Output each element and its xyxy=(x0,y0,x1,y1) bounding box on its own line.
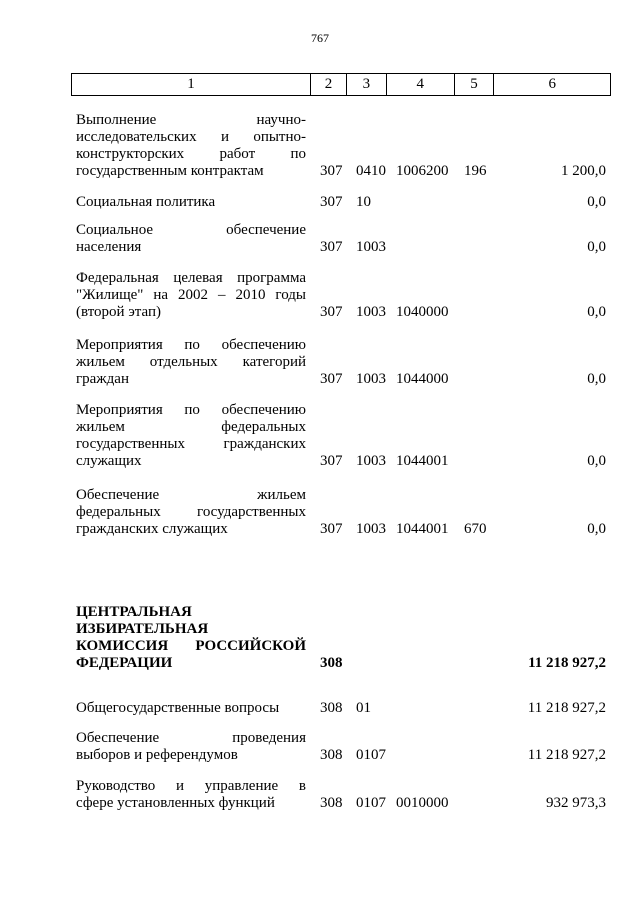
row-c6: 11 218 927,2 xyxy=(527,747,606,763)
table-row xyxy=(76,487,606,538)
row-name xyxy=(76,487,306,538)
row-c3: 0107 xyxy=(356,747,386,763)
row-name-line: выборов и референдумов xyxy=(76,747,238,763)
row-c4: 1040000 xyxy=(396,304,449,320)
row-c6: 11 218 927,2 xyxy=(528,655,606,671)
table-row xyxy=(76,112,606,180)
row-c4: 1006200 xyxy=(396,163,449,179)
table-row xyxy=(76,604,606,672)
row-name xyxy=(76,194,306,211)
row-c2: 307 xyxy=(320,194,343,210)
row-c2: 307 xyxy=(320,521,343,537)
row-c2: 308 xyxy=(320,655,343,671)
row-c6: 0,0 xyxy=(587,304,606,320)
row-name-line: сфере установленных функций xyxy=(76,795,275,811)
row-name-line: "Жилище" на 2002 – 2010 годы xyxy=(76,287,306,303)
table-row xyxy=(76,194,606,211)
header-col-4: 4 xyxy=(386,74,454,95)
row-name-line: Федеральная целевая программа xyxy=(76,270,306,286)
row-name-line: гражданских служащих xyxy=(76,521,228,537)
table-row xyxy=(76,222,606,256)
row-name-line: Социальное обеспечение xyxy=(76,222,306,238)
row-c3: 0410 xyxy=(356,163,386,179)
row-c2: 307 xyxy=(320,163,343,179)
row-name-line: граждан xyxy=(76,371,129,387)
row-c3: 1003 xyxy=(356,371,386,387)
table-row xyxy=(76,730,606,764)
table-row xyxy=(76,700,606,717)
row-c2: 308 xyxy=(320,747,343,763)
table-row xyxy=(76,337,606,388)
row-name-line: ФЕДЕРАЦИИ xyxy=(76,655,173,671)
row-name xyxy=(76,778,306,812)
row-name-line: Выполнение научно- xyxy=(76,112,306,128)
row-name-line: населения xyxy=(76,239,142,255)
row-name-line: Общегосударственные вопросы xyxy=(76,700,280,716)
header-col-5: 5 xyxy=(454,74,494,95)
row-name-line: Социальная политика xyxy=(76,194,216,210)
row-name xyxy=(76,604,306,672)
row-name-line: федеральных государственных xyxy=(76,504,306,520)
row-name-line: государственным контрактам xyxy=(76,163,264,179)
row-name-line: конструкторских работ по xyxy=(76,146,306,162)
row-c6: 0,0 xyxy=(587,239,606,255)
row-c3: 1003 xyxy=(356,521,386,537)
row-c3: 01 xyxy=(356,700,371,716)
row-name-line: Обеспечение жильем xyxy=(76,487,306,503)
row-c3: 1003 xyxy=(356,239,386,255)
row-c3: 0107 xyxy=(356,795,386,811)
row-name xyxy=(76,112,306,180)
row-name-line: Обеспечение проведения xyxy=(76,730,306,746)
row-name xyxy=(76,730,306,764)
header-col-2: 2 xyxy=(310,74,346,95)
row-c3: 1003 xyxy=(356,304,386,320)
row-c2: 307 xyxy=(320,371,343,387)
row-name-line: (второй этап) xyxy=(76,304,161,320)
row-name xyxy=(76,222,306,256)
row-c6: 932 973,3 xyxy=(546,795,606,811)
row-name-line: исследовательских и опытно- xyxy=(76,129,306,145)
row-c6: 0,0 xyxy=(587,371,606,387)
table-row xyxy=(76,778,606,812)
row-c3: 10 xyxy=(356,194,371,210)
row-c2: 307 xyxy=(320,239,343,255)
row-c6: 0,0 xyxy=(587,521,606,537)
table-row xyxy=(76,270,606,321)
row-name-line: Мероприятия по обеспечению xyxy=(76,337,306,353)
row-name-line: Мероприятия по обеспечению xyxy=(76,402,306,418)
page-number: 767 xyxy=(311,31,329,45)
row-c2: 307 xyxy=(320,304,343,320)
row-c4: 1044000 xyxy=(396,371,449,387)
row-name xyxy=(76,270,306,321)
row-name-line: ИЗБИРАТЕЛЬНАЯ xyxy=(76,621,209,637)
row-name xyxy=(76,337,306,388)
table-row xyxy=(76,402,606,470)
header-col-6: 6 xyxy=(493,74,610,95)
row-name-line: жильем отдельных категорий xyxy=(76,354,306,370)
row-c6: 1 200,0 xyxy=(561,163,606,179)
row-c4: 1044001 xyxy=(396,521,449,537)
row-c5: 196 xyxy=(464,163,487,179)
row-name-line: служащих xyxy=(76,453,142,469)
row-name-line: КОМИССИЯ РОССИЙСКОЙ xyxy=(76,638,306,654)
row-name-line: государственных гражданских xyxy=(76,436,306,452)
row-c2: 308 xyxy=(320,795,343,811)
header-col-1: 1 xyxy=(187,76,195,92)
row-c6: 0,0 xyxy=(587,194,606,210)
row-c4: 1044001 xyxy=(396,453,449,469)
row-name-line: жильем федеральных xyxy=(76,419,306,435)
row-name xyxy=(76,700,306,717)
row-name-line: Руководство и управление в xyxy=(76,778,306,794)
header-col-3: 3 xyxy=(346,74,386,95)
row-c6: 11 218 927,2 xyxy=(527,700,606,716)
table-header xyxy=(71,73,611,96)
row-c6: 0,0 xyxy=(587,453,606,469)
row-c2: 307 xyxy=(320,453,343,469)
row-c2: 308 xyxy=(320,700,343,716)
row-name xyxy=(76,402,306,470)
row-name-line: ЦЕНТРАЛЬНАЯ xyxy=(76,604,192,620)
row-c5: 670 xyxy=(464,521,487,537)
row-c3: 1003 xyxy=(356,453,386,469)
row-c4: 0010000 xyxy=(396,795,449,811)
